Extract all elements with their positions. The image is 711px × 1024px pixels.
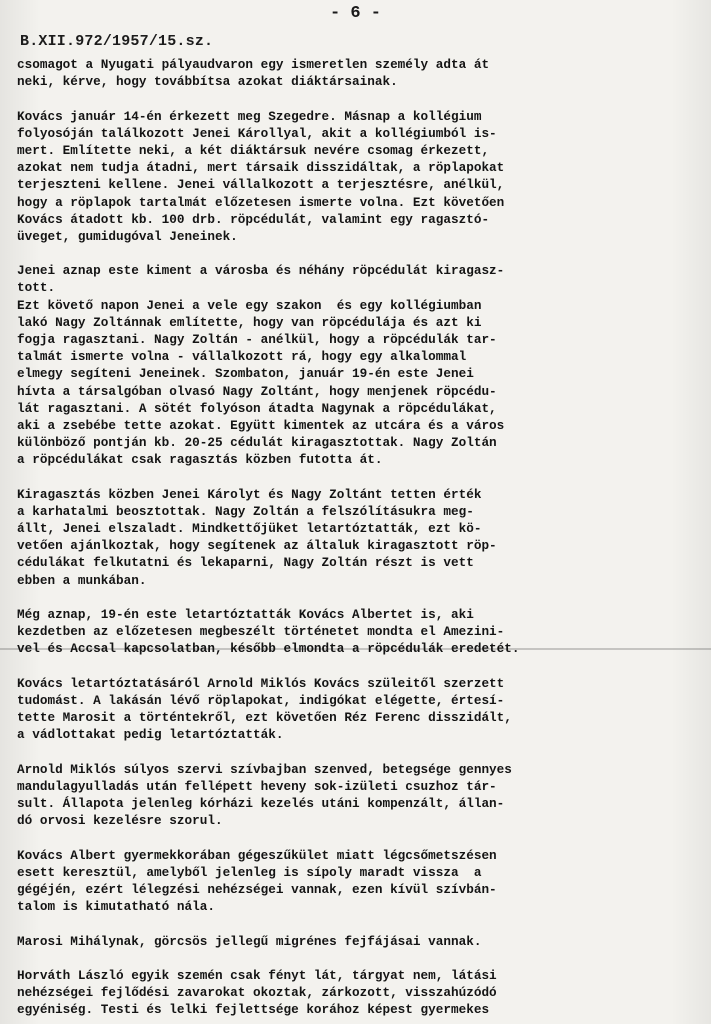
paragraph [17, 847, 699, 916]
text-line: csomagot a Nyugati pályaudvaron egy ismeretlen személy adta át [17, 57, 490, 72]
text-line: hogy a röplapok tartalmát előzetesen ismerte volna. Ezt követően [17, 194, 505, 210]
text-line: vetően ajánlkoztak, hogy segítenek az általuk kiragasztott röp- [17, 538, 497, 554]
text-line: tette Marosit a történtekről, ezt követően Réz Ferenc disszidált, [17, 710, 512, 726]
text-line: Kiragasztás közben Jenei Károlyt és Nagy Zoltánt tetten érték [17, 486, 482, 502]
text-line: sult. Állapota jelenleg kórházi kezelés utáni kompenzált, állan- [17, 796, 505, 812]
text-line: Jenei aznap este kiment a városba és néhány röpcédulát kiragasz- [17, 263, 505, 279]
text-line: a vádlottakat pedig letartóztatták. [17, 727, 284, 743]
text-line: elmegy segíteni Jeneinek. Szombaton, január 19-én este Jenei [17, 366, 474, 382]
paragraph [17, 56, 699, 90]
text-line: talom is kimutatható nála. [17, 899, 215, 915]
text-line: mandulagyulladás után fellépett heveny sok-izületi csuzhoz tár- [17, 778, 497, 794]
text-line: különböző pontján kb. 20-25 cédulát kiragasztottak. Nagy Zoltán [17, 435, 497, 451]
text-line: mert. Említette neki, a két diáktársuk nevére csomag érkezett, [17, 142, 490, 158]
page-number: - 6 - [329, 4, 381, 23]
paragraph [17, 675, 699, 744]
text-line: Kovács Albert gyermekkorában gégeszűkület miatt légcsőmetszésen [17, 847, 497, 863]
text-line: lakó Nagy Zoltánnak említette, hogy van röpcédulája és azt ki [17, 314, 482, 330]
text-line: tott. [17, 280, 56, 296]
paragraph [17, 933, 699, 950]
text-line: állt, Jenei elszaladt. Mindkettőjüket letartóztatták, ezt kö- [17, 521, 482, 537]
text-line: nehézségei fejlődési zavarokat okoztak, zárkozott, visszahúzódó [17, 985, 497, 1001]
text-line: lát ragasztani. A sötét folyóson átadta Nagynak a röpcédulákat, [17, 400, 497, 416]
text-line: a karhatalmi beosztottak. Nagy Zoltán a felszólításukra meg- [17, 503, 474, 519]
text-line: Ezt követő napon Jenei a vele egy szakon és egy kollégiumban [17, 297, 482, 313]
text-line: gégéjén, ezért lélegzési nehézségei vannak, ezen kívül szívbán- [17, 882, 497, 897]
text-line: vel és Accsal kapcsolatban, később elmondta a röpcédulák eredetét. [17, 641, 520, 657]
text-line: azokat nem tudja átadni, mert társaik disszidáltak, a röplapokat [17, 160, 505, 176]
text-line: Kovács letartóztatásáról Arnold Miklós Kovács szüleitől szerzett [17, 675, 505, 691]
text-line: hívta a társalgóban olvasó Nagy Zoltánt, hogy menjenek röpcédu- [17, 383, 497, 399]
text-line: Még aznap, 19-én este letartóztatták Kovács Albertet is, aki [17, 607, 474, 622]
text-line: egyéniség. Testi és lelki fejlettsége korához képest gyermekes [17, 1002, 490, 1018]
text-line: tudomást. A lakásán lévő röplapokat, indigókat elégette, értesí- [17, 692, 505, 708]
text-line: folyosóján találkozott Jenei Károllyal, akit a kollégiumból is- [17, 125, 497, 141]
paragraph [17, 761, 699, 830]
text-line: Horváth László egyik szemén csak fényt lát, tárgyat nem, látási [17, 967, 497, 983]
text-line: Kovács átadott kb. 100 drb. röpcédulát, valamint egy ragasztó- [17, 211, 490, 227]
text-line: talmát ismerte volna - vállalkozott rá, hogy egy alkalommal [17, 349, 467, 365]
document-body [17, 56, 699, 1024]
text-line: a röpcédulákat csak ragasztás közben futotta át. [17, 452, 383, 468]
text-line: fogja ragasztani. Nagy Zoltán - anélkül, hogy a röpcédulák tar- [17, 332, 497, 347]
paragraph [17, 967, 699, 1019]
paragraph [17, 262, 699, 468]
text-line: terjeszteni kellene. Jenei vállalkozott a terjesztésre, anélkül, [17, 177, 505, 193]
text-line: dó orvosi kezelésre szorul. [17, 813, 223, 829]
text-line: ebben a munkában. [17, 572, 147, 588]
text-line: Marosi Mihálynak, görcsös jellegű migrénes fejfájásai vannak. [17, 933, 482, 949]
text-line: cédulákat felkutatni és lekaparni, Nagy Zoltán részt is vett [17, 555, 474, 571]
reference-number: B.XII.972/1957/15.sz. [20, 33, 214, 50]
text-line: kezdetben az előzetesen megbeszélt történetet mondta el Amezini- [17, 624, 505, 640]
text-line: neki, kérve, hogy továbbítsa azokat diáktársainak. [17, 74, 398, 90]
text-line: aki a zsebébe tette azokat. Együtt kimentek az utcára és a város [17, 417, 505, 433]
paragraph [17, 108, 699, 246]
text-line: üveget, gumidugóval Jeneinek. [17, 228, 238, 244]
text-line: Arnold Miklós súlyos szervi szívbajban szenved, betegsége gennyes [17, 761, 512, 777]
text-line: esett keresztül, amelyből jelenleg is sípoly maradt vissza a [17, 864, 482, 880]
paragraph [17, 606, 699, 658]
text-line: Kovács január 14-én érkezett meg Szegedre. Másnap a kollégium [17, 108, 482, 124]
paragraph [17, 486, 699, 589]
